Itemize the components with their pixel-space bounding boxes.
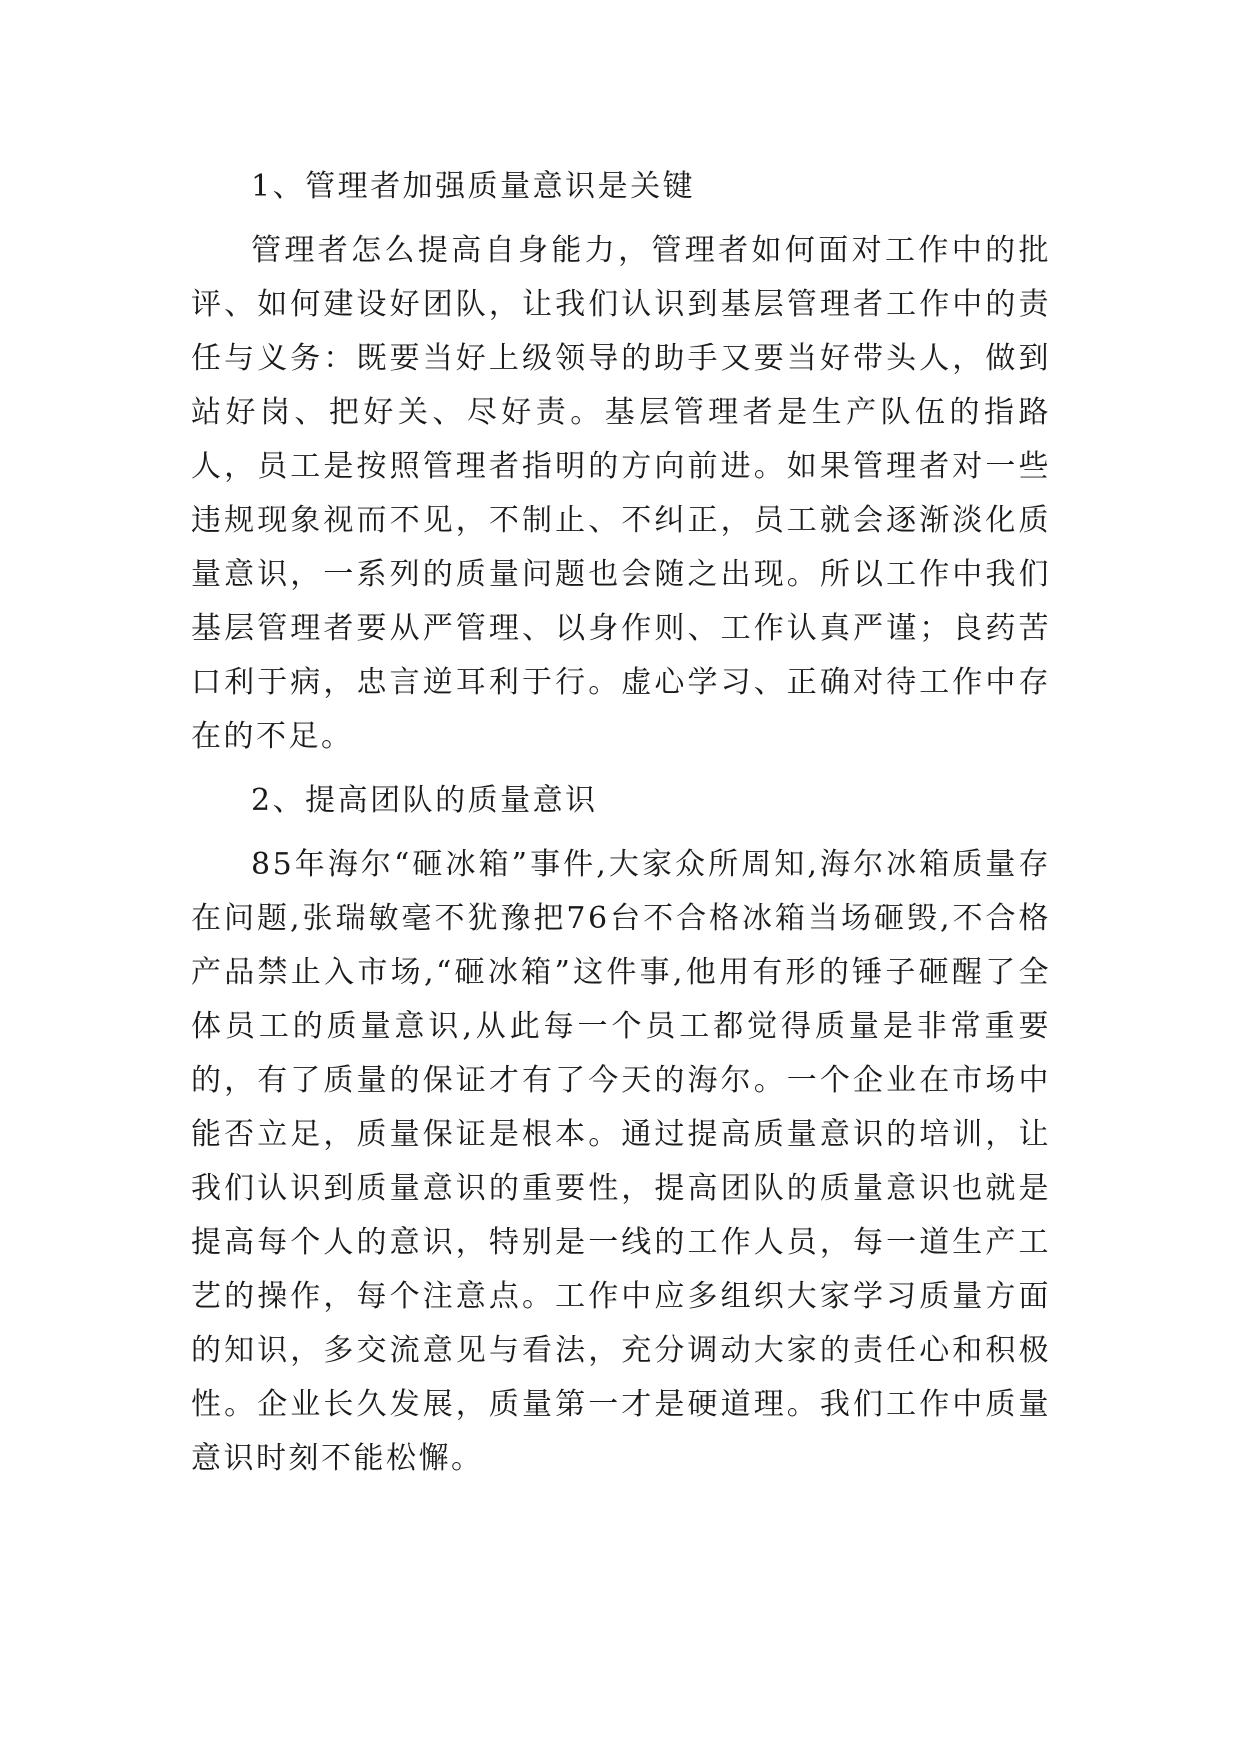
section-heading-1: 1、管理者加强质量意识是关键 [251,169,696,204]
section-heading-2: 2、提高团队的质量意识 [251,783,598,818]
document-body [191,160,1051,1496]
section-paragraph-1: 管理者怎么提高自身能力，管理者如何面对工作中的批评、如何建设好团队，让我们认识到基层管理者工作中的责任与义务：既要当好上级领导的助手又要当好带头人，做到站好岗、把好关、尽好责。基层管理者是生产队伍的指路人，员工是按照管理者指明的方向前进。如果管理者对一些违规现象视而不见，不制止、不纠正，员工就会逐渐淡化质量意识，一系列的质量问题也会随之出现。所以工作中我们基层管理者要从严管理、以身作则、工作认真严谨；良药苦口利于病，忠言逆耳利于行。虚心学习、正确对待工作中存在的不足。 [191,233,1051,754]
section-paragraph-2: 85年海尔“砸冰箱”事件,大家众所周知,海尔冰箱质量存在问题,张瑞敏毫不犹豫把76台不合格冰箱当场砸毁,不合格产品禁止入市场,“砸冰箱”这件事,他用有形的锤子砸醒了全体员工的质量意识,从此每一个员工都觉得质量是非常重要的，有了质量的保证才有了今天的海尔。一个企业在市场中能否立足，质量保证是根本。通过提高质量意识的培训，让我们认识到质量意识的重要性，提高团队的质量意识也就是提高每个人的意识，特别是一线的工作人员，每一道生产工艺的操作，每个注意点。工作中应多组织大家学习质量方面的知识，多交流意见与看法，充分调动大家的责任心和积极性。企业长久发展，质量第一才是硬道理。我们工作中质量意识时刻不能松懈。 [191,847,1051,1476]
